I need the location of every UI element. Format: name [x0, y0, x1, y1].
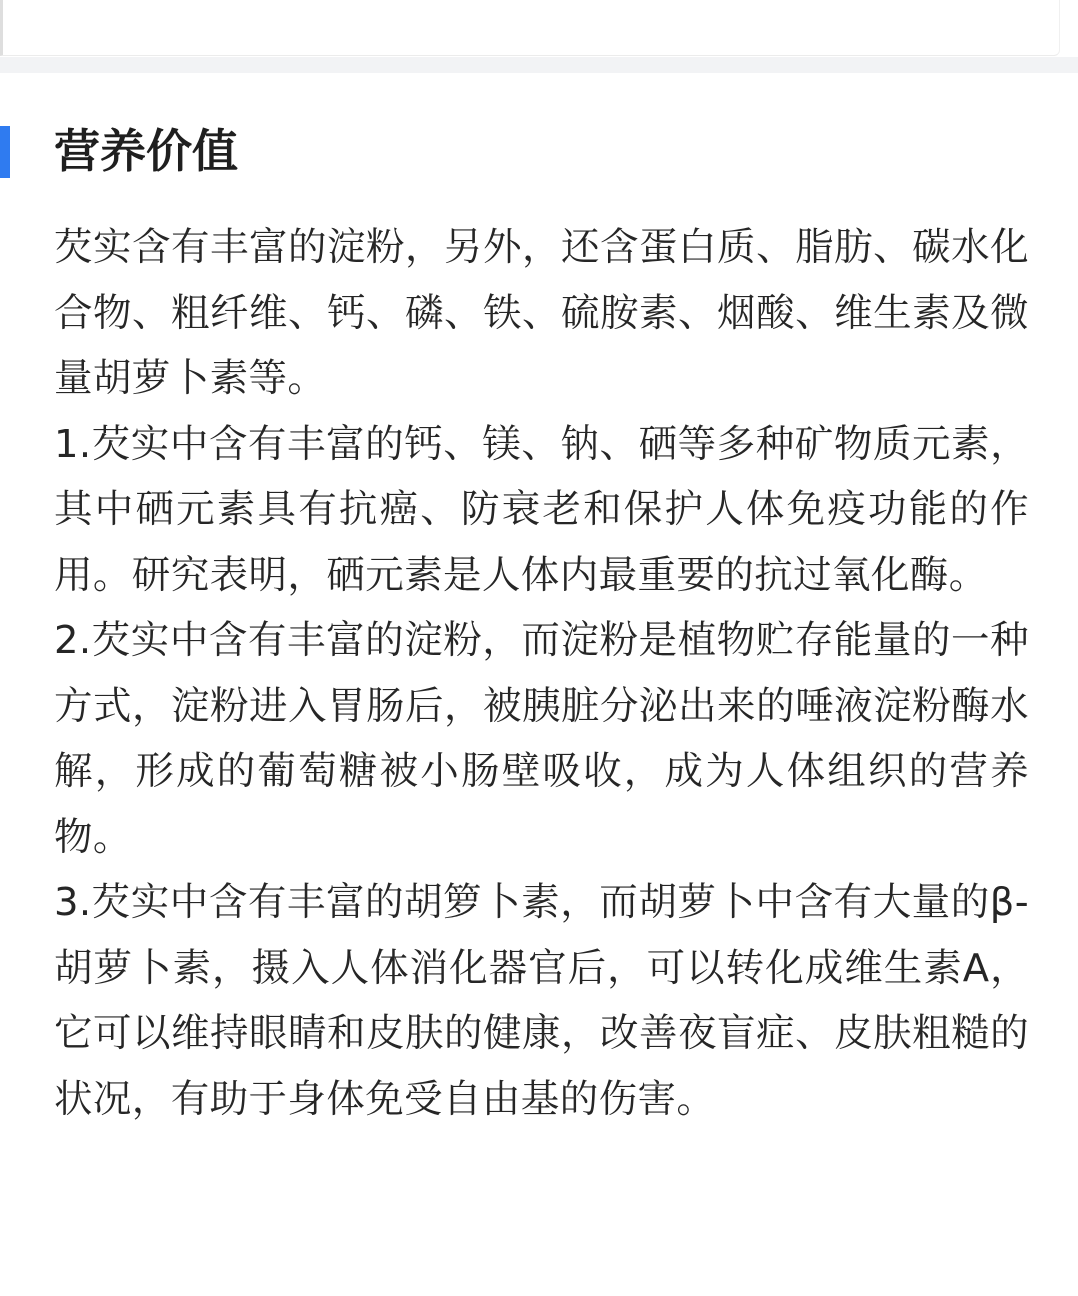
point-3-paragraph: 3.芡实中含有丰富的胡箩卜素，而胡萝卜中含有大量的β-胡萝卜素，摄入人体消化器官后，可以转化成维生素A，它可以维持眼睛和皮肤的健康，改善夜盲症、皮肤粗糙的状况，有助于身体免受自由基的伤害。: [54, 880, 1029, 1122]
point-1-paragraph: 1.芡实中含有丰富的钙、镁、钠、硒等多种矿物质元素，其中硒元素具有抗癌、防衰老和保护人体免疫功能的作用。研究表明，硒元素是人体内最重要的抗过氧化酶。: [54, 421, 1029, 598]
section-accent-bar: [0, 126, 10, 178]
article-body: [54, 215, 1029, 1132]
previous-section-card: [0, 0, 1060, 56]
intro-paragraph: 芡实含有丰富的淀粉，另外，还含蛋白质、脂肪、碳水化合物、粗纤维、钙、磷、铁、硫胺素、烟酸、维生素及微量胡萝卜素等。: [54, 225, 1029, 401]
section-title: 营养价值: [54, 124, 238, 178]
point-2-paragraph: 2.芡实中含有丰富的淀粉，而淀粉是植物贮存能量的一种方式，淀粉进入胃肠后，被胰脏分泌出来的唾液淀粉酶水解，形成的葡萄糖被小肠壁吸收，成为人体组织的营养物。: [54, 618, 1029, 860]
section-divider: [0, 57, 1078, 73]
